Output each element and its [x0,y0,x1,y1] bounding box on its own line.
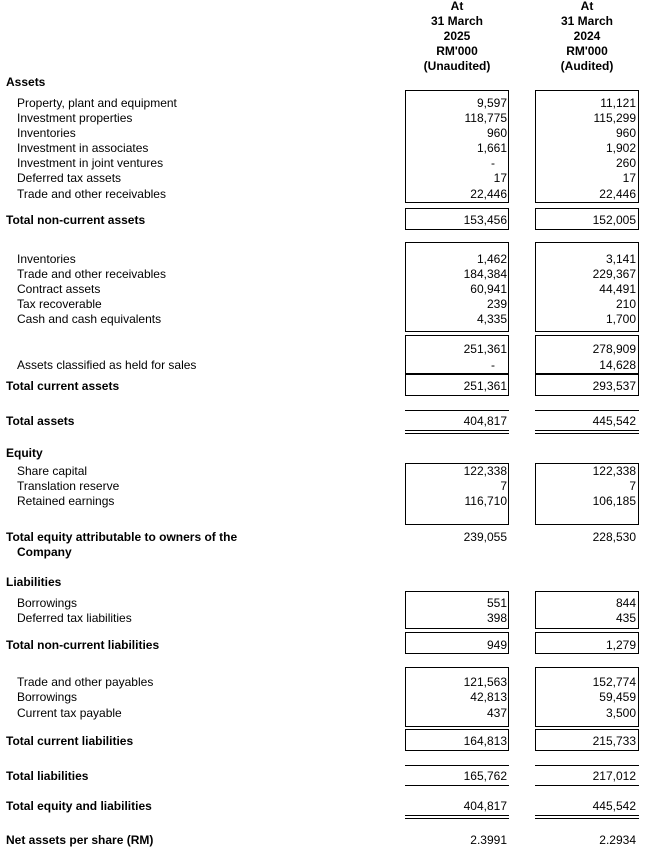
value-2025: 9,597 [476,96,507,110]
value-2024: 17 [622,171,636,185]
row-label: Property, plant and equipment [17,96,177,110]
value-2025: 239 [486,297,507,311]
row-label-line2: Company [17,545,72,559]
row-label: Investment in associates [17,141,149,155]
row-label: Cash and cash equivalents [17,312,162,326]
total-assets-double-rule-2024 [535,430,639,434]
row-label: Borrowings [17,596,78,610]
value-2025: 122,338 [463,464,507,478]
value-2025: 17 [493,171,507,185]
value-2025: 251,361 [463,342,507,356]
value-2024: 445,542 [592,414,636,428]
value-2024: 3,141 [605,252,636,266]
header-line: At [580,0,594,13]
total-liabilities-bottom-rule-2025 [405,785,509,786]
row-label: Investment properties [17,111,133,125]
value-2024: 215,733 [592,734,636,748]
row-label: Total current liabilities [6,734,134,748]
row-label: Retained earnings [17,494,115,508]
total-assets-double-rule-2025 [405,430,509,434]
value-2024: 152,005 [592,213,636,227]
header-line: 2024 [573,29,601,43]
value-2025: 551 [486,596,507,610]
value-2025: 404,817 [463,799,507,813]
value-2024: 7 [629,479,636,493]
row-label: Share capital [17,464,88,478]
value-2025: 165,762 [463,769,507,783]
header-line: At [450,0,464,13]
total-liabilities-top-rule-2024 [535,765,639,766]
value-2025: 1,661 [476,141,507,155]
value-2025: 949 [486,638,507,652]
value-2025: 7 [500,479,507,493]
value-2024: 2.2934 [599,833,636,847]
value-2024: 1,700 [605,312,636,326]
row-label: Trade and other receivables [17,267,166,281]
value-2024: 3,500 [605,706,636,720]
header-line: RM'000 [566,44,608,58]
value-2025: 164,813 [463,734,507,748]
row-label: Total non-current liabilities [6,638,160,652]
row-label: Deferred tax assets [17,171,122,185]
value-2025: 404,817 [463,414,507,428]
row-label: Trade and other receivables [17,187,166,201]
value-2025: 184,384 [463,267,507,281]
total-liabilities-top-rule-2025 [405,765,509,766]
row-label: Inventories [17,252,76,266]
value-2025: 121,563 [463,675,507,689]
value-2024: 960 [615,126,636,140]
value-2024: 11,121 [600,96,636,110]
row-label: Total assets [6,414,75,428]
value-2024: 1,279 [605,638,636,652]
value-2025: - [491,156,495,170]
value-2024: 210 [615,297,636,311]
total-liabilities-bottom-rule-2024 [535,785,639,786]
value-2025: 960 [486,126,507,140]
row-label: Total equity and liabilities [6,799,152,813]
header-line: 31 March [430,14,484,28]
total-el-double-rule-2025 [405,815,509,819]
total-assets-top-rule-2024 [535,410,639,411]
value-2025: 4,335 [476,312,507,326]
value-2024: 278,909 [592,342,636,356]
value-2025: 116,710 [464,494,507,508]
value-2024: 844 [615,596,636,610]
value-2025: 153,456 [463,213,507,227]
value-2024: 14,628 [599,358,636,372]
row-label: Current tax payable [17,706,122,720]
column-header-2024 [535,0,639,74]
value-2024: 122,338 [592,464,636,478]
row-label: Total non-current assets [6,213,146,227]
header-line: 2025 [443,29,471,43]
value-2025: 2.3991 [470,833,507,847]
row-label: Tax recoverable [17,297,102,311]
liabilities-heading: Liabilities [6,575,62,589]
value-2024: 22,446 [599,187,636,201]
row-label: Total current assets [6,379,120,393]
header-line: 31 March [560,14,614,28]
value-2024: 435 [615,611,636,625]
row-label: Net assets per share (RM) [6,833,154,847]
value-2024: 44,491 [599,282,636,296]
total-assets-top-rule-2025 [405,410,509,411]
row-label: Contract assets [17,282,101,296]
row-label: Borrowings [17,690,78,704]
value-2024: 115,299 [593,111,636,125]
row-label: Trade and other payables [17,675,154,689]
value-2024: 59,459 [599,690,636,704]
value-2025: 1,462 [476,252,507,266]
equity-heading: Equity [6,446,43,460]
value-2025: - [491,358,495,372]
value-2024: 260 [615,156,636,170]
row-label: Total liabilities [6,769,89,783]
value-2025: 251,361 [463,379,507,393]
row-label: Assets classified as held for sales [17,358,197,372]
value-2024: 228,530 [592,530,636,544]
row-label-line1: Total equity attributable to owners of the [6,530,238,544]
column-header-2025 [405,0,509,74]
value-2024: 152,774 [592,675,636,689]
row-label: Inventories [17,126,76,140]
header-line: (Unaudited) [423,59,491,73]
value-2025: 398 [486,611,507,625]
assets-heading: Assets [6,75,46,89]
value-2025: 60,941 [470,282,507,296]
value-2024: 293,537 [592,379,636,393]
value-2025: 239,055 [463,530,507,544]
value-2025: 437 [486,706,507,720]
total-el-double-rule-2024 [535,815,639,819]
row-label: Investment in joint ventures [17,156,164,170]
row-label: Translation reserve [17,479,120,493]
value-2025: 22,446 [470,187,507,201]
header-line: (Audited) [560,59,614,73]
value-2024: 1,902 [605,141,636,155]
value-2024: 445,542 [592,799,636,813]
value-2024: 217,012 [592,769,636,783]
value-2025: 118,775 [464,111,507,125]
header-line: RM'000 [436,44,478,58]
value-2024: 229,367 [592,267,636,281]
row-label: Deferred tax liabilities [17,611,132,625]
value-2024: 106,185 [592,494,636,508]
value-2025: 42,813 [470,690,507,704]
